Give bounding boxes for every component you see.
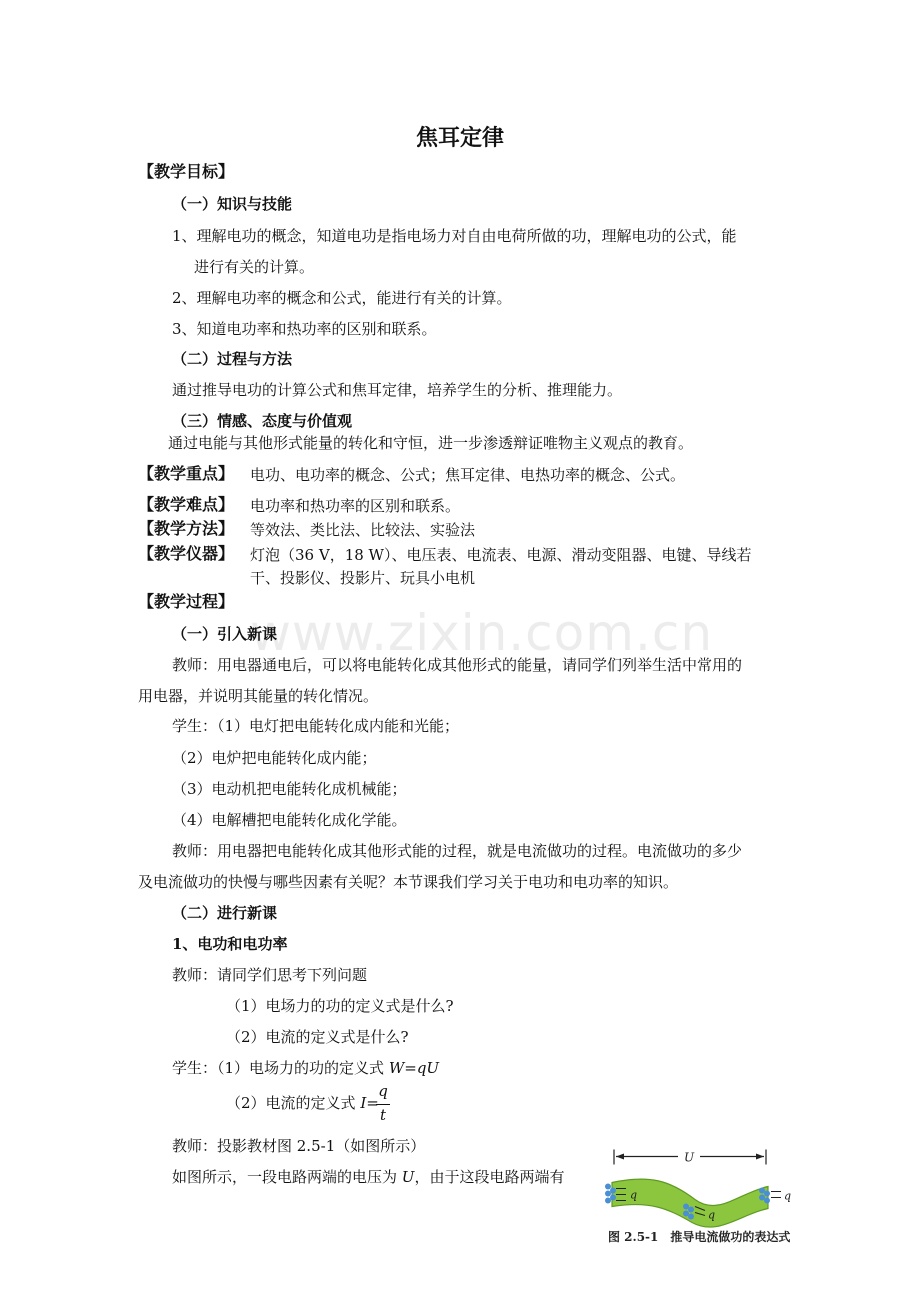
figure-description	[172, 1167, 564, 1187]
new-lesson-heading: （二）进行新课	[172, 904, 278, 922]
charge-label-right: q	[784, 1189, 792, 1203]
methods-text: 等效法、类比法、比较法、实验法	[250, 521, 476, 539]
methods-label: 【教学方法】	[138, 519, 235, 538]
intro-teacher-line2: 用电器，并说明其能量的转化情况。	[138, 687, 379, 705]
question-2: （2）电流的定义式是什么?	[226, 1028, 409, 1046]
answer-1-formula: W=qU	[388, 1059, 440, 1077]
charge-label-middle: q	[708, 1208, 716, 1222]
answer-2-formula: I=	[360, 1094, 379, 1112]
intro-teacher-line1: 教师：用电器通电后，可以将电能转化成其他形式的能量，请同学们列举生活中常用的	[172, 656, 743, 674]
intro-student-4: （4）电解槽把电能转化成化学能。	[172, 811, 407, 829]
procedure-heading: 【教学过程】	[138, 592, 235, 611]
page-title: 焦耳定律	[415, 125, 504, 151]
fraction-bar	[376, 1104, 390, 1105]
emotion-heading: （三）情感、态度与价值观	[172, 412, 353, 430]
intro-student-2: （2）电炉把电能转化成内能；	[172, 749, 377, 767]
difficulties-text: 电功率和热功率的区别和联系。	[250, 497, 461, 515]
new-teacher-2: 教师：投影教材图 2.5-1（如图所示）	[172, 1137, 426, 1155]
instruments-label: 【教学仪器】	[138, 544, 235, 563]
intro-student-1: 学生：（1）电灯把电能转化成内能和光能；	[172, 717, 460, 735]
figure-description-var: U	[401, 1168, 415, 1186]
key-points-text: 电功、电功率的概念、公式；焦耳定律、电热功率的概念、公式。	[250, 466, 686, 484]
process-text: 通过推导电功的计算公式和焦耳定律，培养学生的分析、推理能力。	[172, 381, 623, 399]
intro-heading: （一）引入新课	[172, 625, 278, 643]
objective-item-2: 2、理解电功率的概念和公式，能进行有关的计算。	[172, 289, 512, 307]
objectives-heading: 【教学目标】	[138, 162, 235, 181]
emotion-text: 通过电能与其他形式能量的转化和守恒，进一步渗透辩证唯物主义观点的教育。	[168, 434, 694, 452]
instruments-line2: 干、投影仪、投影片、玩具小电机	[250, 569, 476, 587]
intro-teacher2-line1: 教师：用电器把电能转化成其他形式能的过程，就是电流做功的过程。电流做功的多少	[172, 842, 743, 860]
figure-description-suffix: ，由于这段电路两端有	[414, 1168, 565, 1186]
watermark: www.zixin.com.cn	[250, 604, 714, 662]
conductor-shape	[612, 1179, 768, 1227]
voltage-label: U	[683, 1150, 695, 1165]
charge-label-left: q	[630, 1188, 638, 1202]
fraction-numerator: q	[378, 1082, 388, 1100]
new-teacher-1: 教师：请同学们思考下列问题	[172, 966, 368, 984]
question-1: （1）电场力的功的定义式是什么?	[226, 997, 454, 1015]
objective-item-1-line1: 1、理解电功的概念，知道电功是指电场力对自由电荷所做的功，理解电功的公式，能	[172, 227, 737, 245]
figure-caption: 图 2.5-1 推导电流做功的表达式	[608, 1230, 791, 1244]
objective-item-3: 3、知道电功率和热功率的区别和联系。	[172, 320, 437, 338]
knowledge-heading: （一）知识与技能	[172, 195, 293, 213]
answer-2	[226, 1093, 379, 1113]
fraction-denominator: t	[379, 1106, 387, 1124]
figure-description-prefix: 如图所示，一段电路两端的电压为	[172, 1168, 402, 1186]
answer-1-text: 学生：（1）电场力的功的定义式	[172, 1059, 389, 1077]
answer-2-text: （2）电流的定义式	[226, 1094, 361, 1112]
intro-student-3: （3）电动机把电能转化成机械能；	[172, 780, 407, 798]
objective-item-1-line2: 进行有关的计算。	[194, 258, 315, 276]
intro-teacher2-line2: 及电流做功的快慢与哪些因素有关呢？本节课我们学习关于电功和电功率的知识。	[138, 873, 679, 891]
process-heading: （二）过程与方法	[172, 350, 293, 368]
subsection-heading: 1、电功和电功率	[172, 935, 288, 953]
difficulties-label: 【教学难点】	[138, 495, 235, 514]
key-points-label: 【教学重点】	[138, 464, 235, 483]
answer-1	[172, 1058, 439, 1078]
instruments-line1: 灯泡（36 V，18 W）、电压表、电流表、电源、滑动变阻器、电键、导线若	[250, 546, 752, 564]
